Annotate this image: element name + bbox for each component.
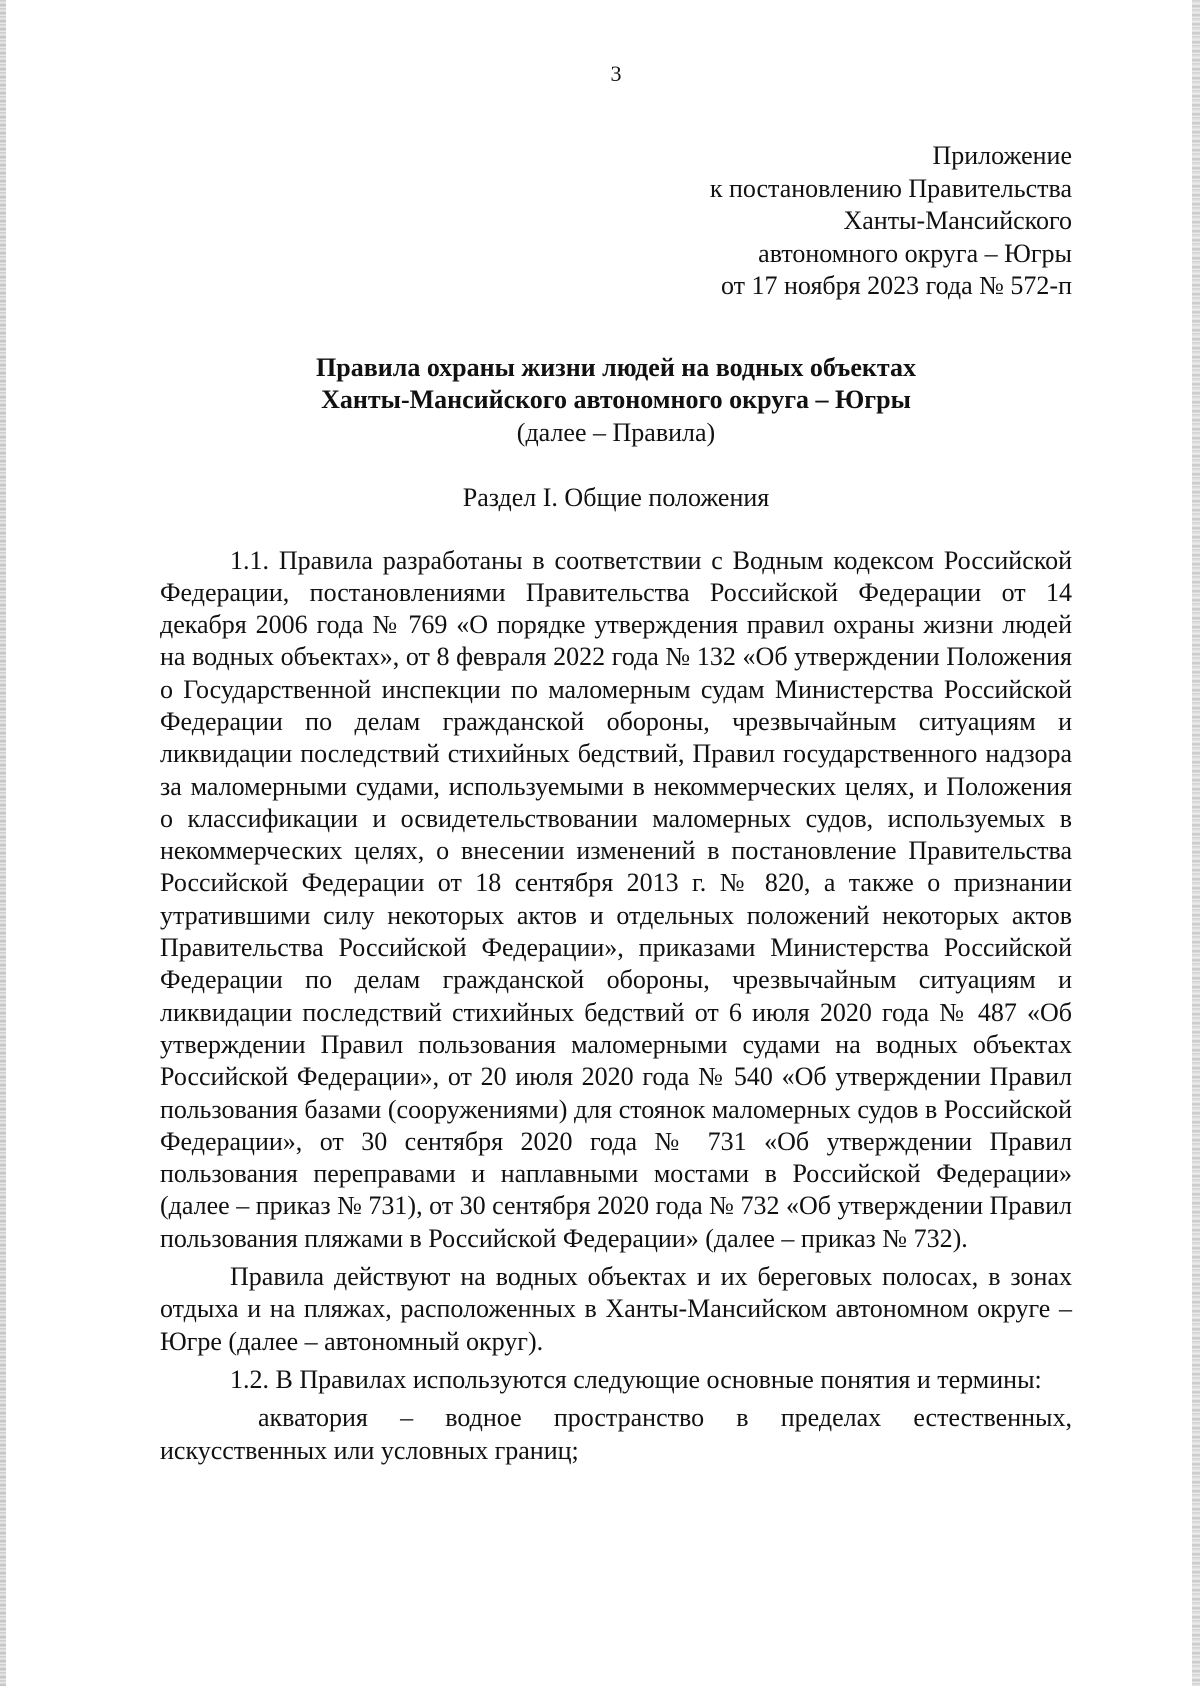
appendix-line: Ханты-Мансийского [843, 206, 1072, 235]
paragraph-term-akvatoriya: акватория – водное пространство в пределах естественных, искусственных или условных границ; [160, 1403, 1072, 1465]
document-subtitle: (далее – Правила) [516, 417, 716, 447]
section-heading: Раздел I. Общие положения [462, 483, 770, 512]
paragraph-scope: Правила действуют на водных объектах и их береговых полосах, в зонах отдыха и на пляжах, расположенных в Ханты-Мансийском автономном округе – Югре (далее – автономный округ). [160, 1262, 1072, 1356]
appendix-line: Приложение [932, 141, 1072, 170]
paragraph-1-2: 1.2. В Правилах используются следующие основные понятия и термины: [230, 1364, 1042, 1394]
title-line-2: Ханты-Мансийского автономного округа – Югры [321, 385, 911, 414]
appendix-line: к постановлению Правительства [709, 173, 1072, 203]
appendix-block [160, 140, 1072, 303]
appendix-line: автономного округа – Югры [758, 238, 1072, 268]
page-number: 3 [610, 61, 622, 86]
appendix-line: от 17 ноября 2023 года № 572-п [721, 271, 1072, 300]
scan-edge-right [1192, 0, 1200, 1686]
title-line-1: Правила охраны жизни людей на водных объектах [316, 352, 916, 382]
document-title [160, 352, 1072, 417]
paragraph-1-1: 1.1. Правила разработаны в соответствии с Водным кодексом Российской Федерации, постановлениями Правительства Российской Федерации от 14 декабря 2006 года № 769 «О порядке утверждения правил охраны жизни людей на водных объектах», от 8 февраля 2022 года № 132 «Об утверждении Положения о Государственной инспекции по маломерным судам Министерства Российской Федерации по делам гражданской обороны, чрезвычайным ситуациям и ликвидации последствий стихийных бедствий, Правил государственного надзора за маломерными судами, используемыми в некоммерческих целях, и Положения о классификации и освидетельствовании маломерных судов, используемых в некоммерческих целях, о внесении изменений в постановление Правительства Российской Федерации от 18 сентября 2013 г. № 820, а также о признании утратившими силу некоторых актов и отдельных положений некоторых актов Правительства Российской Федерации», приказами Министерства Российской Федерации по делам гражданской обороны, чрезвычайным ситуациям и ликвидации последствий стихийных бедствий от 6 июля 2020 года № 487 «Об утверждении Правил пользования маломерными судами на водных объектах Российской Федерации», от 20 июля 2020 года № 540 «Об утверждении Правил пользования базами (сооружениями) для стоянок маломерных судов в Российской Федерации», от 30 сентября 2020 года № 731 «Об утверждении Правил пользования переправами и наплавными мостами в Российской Федерации» (далее – приказ № 731), от 30 сентября 2020 года № 732 «Об утверждении Правил пользования пляжами в Российской Федерации» (далее – приказ № 732). [160, 545, 1072, 1253]
scan-edge-left [0, 0, 6, 1686]
document-page [160, 58, 1072, 1473]
